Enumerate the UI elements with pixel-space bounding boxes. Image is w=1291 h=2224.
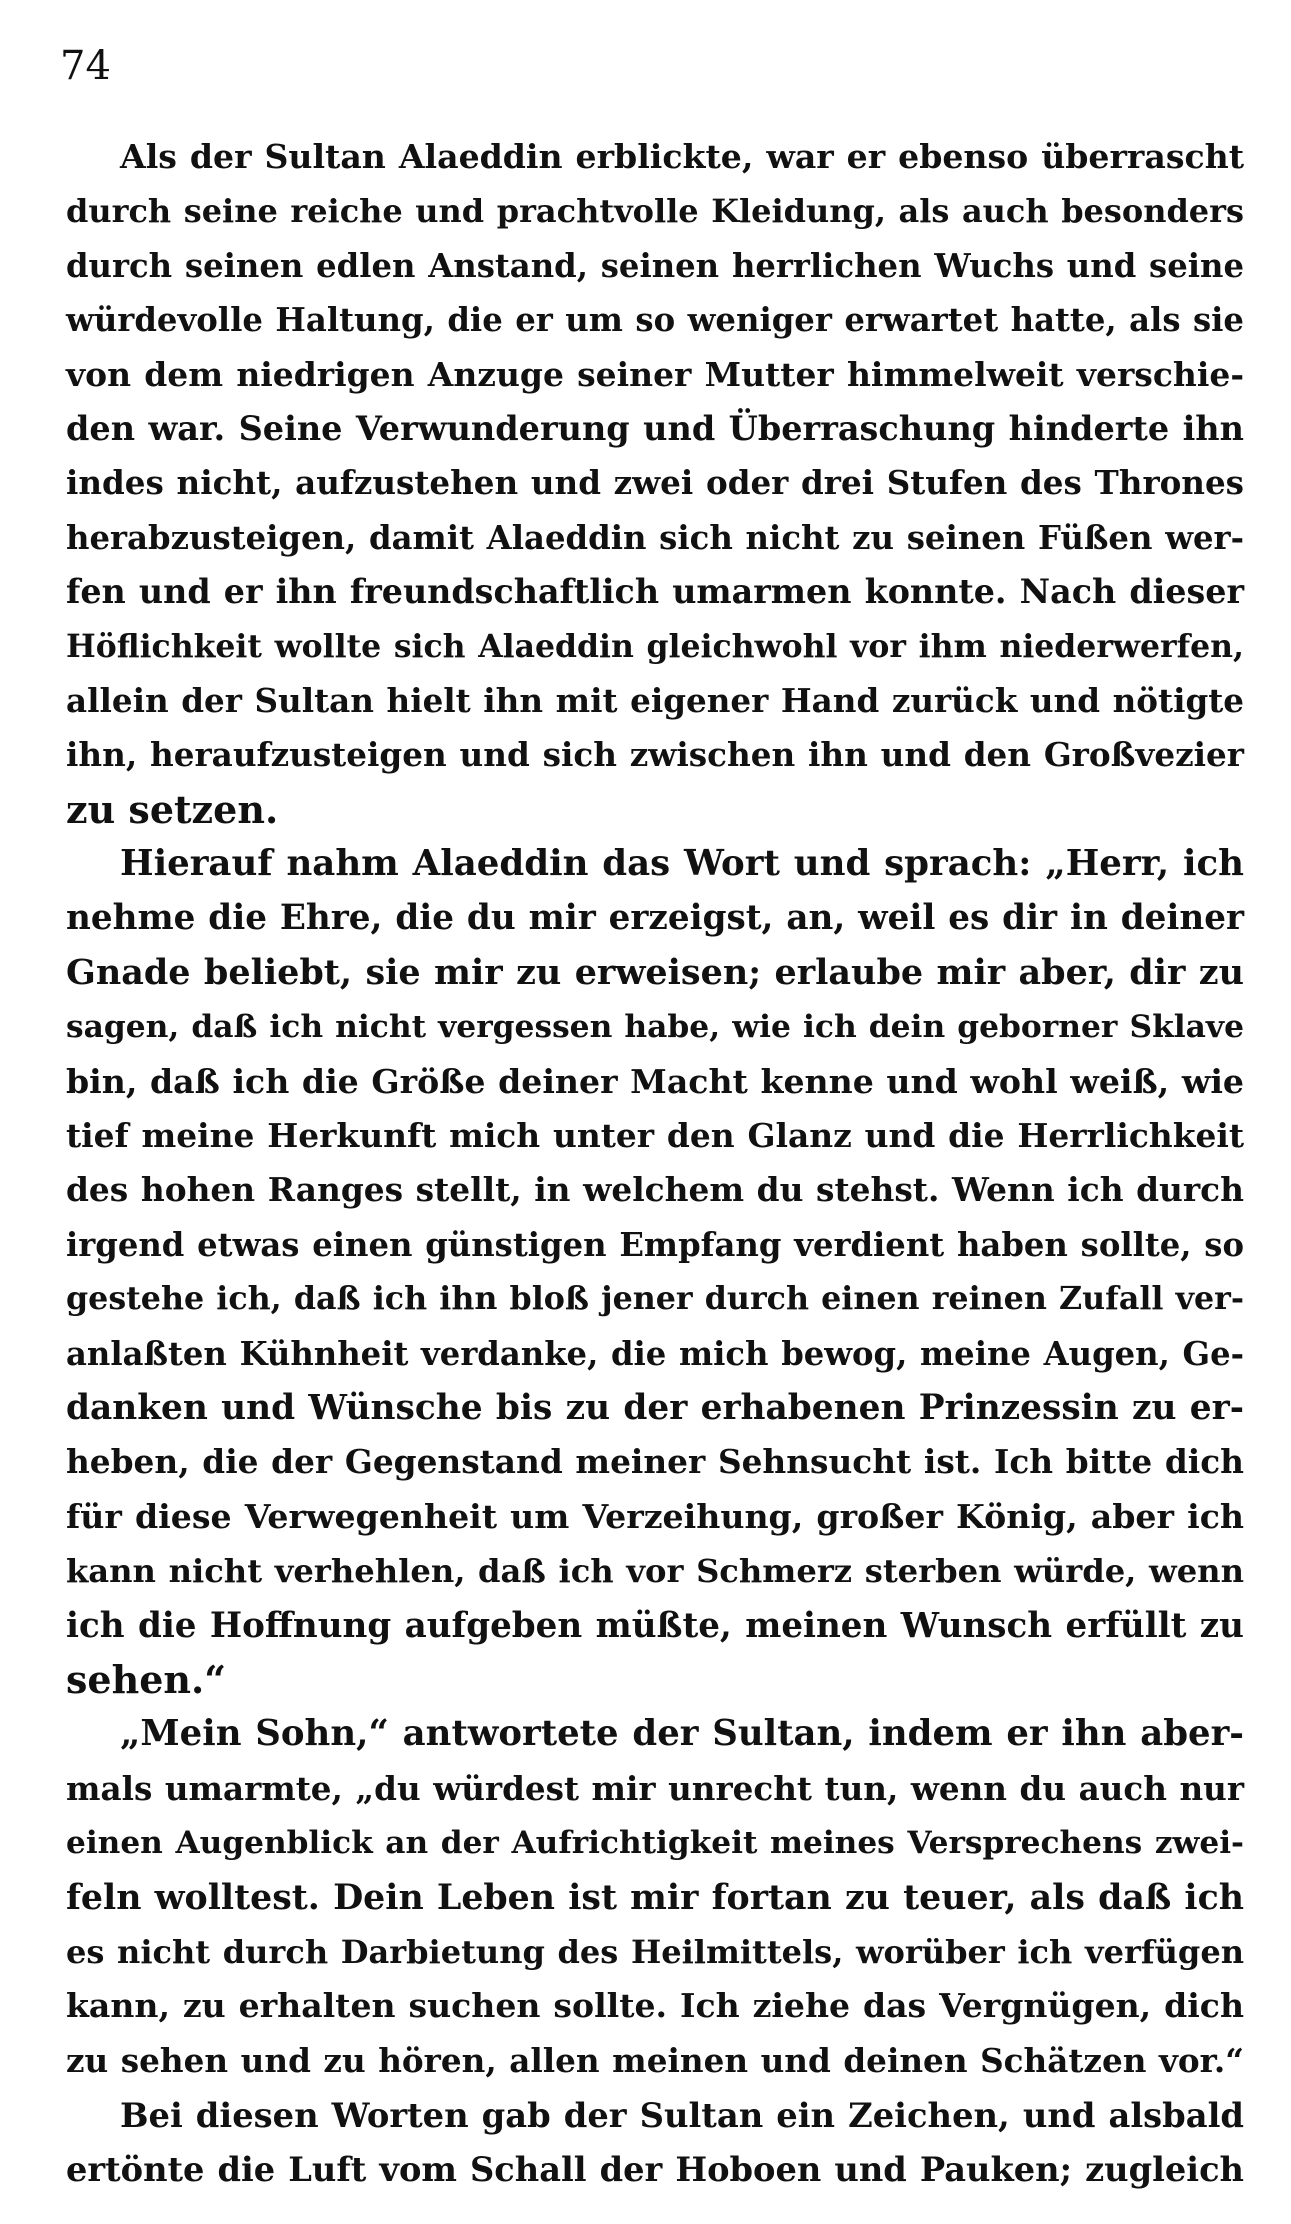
text-line: sagen, daß ich nicht vergessen habe, wie ich dein geborner Sklave (66, 1009, 1244, 1046)
page-number: 74 (60, 43, 111, 89)
text-line: herabzusteigen, damit Alaeddin sich nicht zu seinen Füßen wer- (66, 518, 1244, 557)
text-line: tief meine Herkunft mich unter den Glanz und die Herrlichkeit (66, 1116, 1244, 1156)
text-line: den war. Seine Verwunderung und Überraschung hinderte ihn (66, 408, 1244, 448)
text-line: des hohen Ranges stellt, in welchem du stehst. Wenn ich durch (66, 1170, 1244, 1210)
text-line: würdevolle Haltung, die er um so weniger erwartet hatte, als sie (66, 301, 1244, 340)
text-line: feln wolltest. Dein Leben ist mir fortan zu teuer, als daß ich (66, 1876, 1244, 1918)
text-line: anlaßten Kühnheit verdanke, die mich bewog, meine Augen, Ge- (66, 1334, 1244, 1373)
body-text (66, 130, 1244, 2197)
text-line: es nicht durch Darbietung des Heilmittels, worüber ich verfügen (66, 1932, 1244, 1971)
text-line: Hierauf nahm Alaeddin das Wort und sprach: „Herr, ich (120, 843, 1244, 885)
text-line: kann nicht verhehlen, daß ich vor Schmerz sterben würde, wenn (66, 1552, 1244, 1591)
text-line: ertönte die Luft vom Schall der Hoboen und Pauken; zugleich (66, 2149, 1244, 2190)
text-line: gestehe ich, daß ich ihn bloß jener durch einen reinen Zufall ver- (66, 1280, 1244, 1318)
text-line: von dem niedrigen Anzuge seiner Mutter himmelweit verschie- (66, 354, 1244, 394)
text-line: durch seine reiche und prachtvolle Kleidung, als auch besonders (66, 192, 1244, 231)
text-line: nehme die Ehre, die du mir erzeigst, an, weil es dir in deiner (66, 898, 1244, 939)
text-line: allein der Sultan hielt ihn mit eigener Hand zurück und nötigte (66, 680, 1244, 720)
text-line: mals umarmte, „du würdest mir unrecht tun, wenn du auch nur (66, 1768, 1244, 1808)
text-line: zu sehen und zu hören, allen meinen und deinen Schätzen vor.“ (66, 2040, 1244, 2080)
text-line: irgend etwas einen günstigen Empfang verdient haben sollte, so (66, 1225, 1244, 1264)
text-line: Höflichkeit wollte sich Alaeddin gleichwohl vor ihm niederwerfen, (66, 627, 1244, 665)
text-line: indes nicht, aufzustehen und zwei oder drei Stufen des Thrones (66, 463, 1244, 503)
text-line: zu setzen. (66, 786, 279, 832)
text-line: „Mein Sohn,“ antwortete der Sultan, indem er ihn aber- (120, 1713, 1244, 1755)
text-line: ich die Hoffnung aufgeben müßte, meinen Wunsch erfüllt zu (66, 1605, 1244, 1646)
text-line: kann, zu erhalten suchen sollte. Ich ziehe das Vergnügen, dich (66, 1986, 1244, 2026)
text-line: Gnade beliebt, sie mir zu erweisen; erlaube mir aber, dir zu (66, 951, 1244, 993)
text-line: fen und er ihn freundschaftlich umarmen konnte. Nach dieser (66, 572, 1244, 612)
text-line: durch seinen edlen Anstand, seinen herrlichen Wuchs und seine (66, 246, 1244, 285)
text-line: ihn, heraufzusteigen und sich zwischen ihn und den Großvezier (66, 735, 1244, 775)
text-line: danken und Wünsche bis zu der erhabenen Prinzessin zu er- (66, 1387, 1244, 1428)
text-line: heben, die der Gegenstand meiner Sehnsucht ist. Ich bitte dich (66, 1442, 1244, 1482)
text-line: für diese Verwegenheit um Verzeihung, großer König, aber ich (66, 1496, 1244, 1536)
text-line: Bei diesen Worten gab der Sultan ein Zeichen, und alsbald (120, 2095, 1244, 2136)
text-line: Als der Sultan Alaeddin erblickte, war er ebenso überrascht (120, 137, 1244, 176)
text-line: sehen.“ (66, 1656, 227, 1702)
text-line: bin, daß ich die Größe deiner Macht kenne und wohl weiß, wie (66, 1061, 1244, 1101)
text-line: einen Augenblick an der Aufrichtigkeit meines Versprechens zwei- (66, 1825, 1244, 1862)
